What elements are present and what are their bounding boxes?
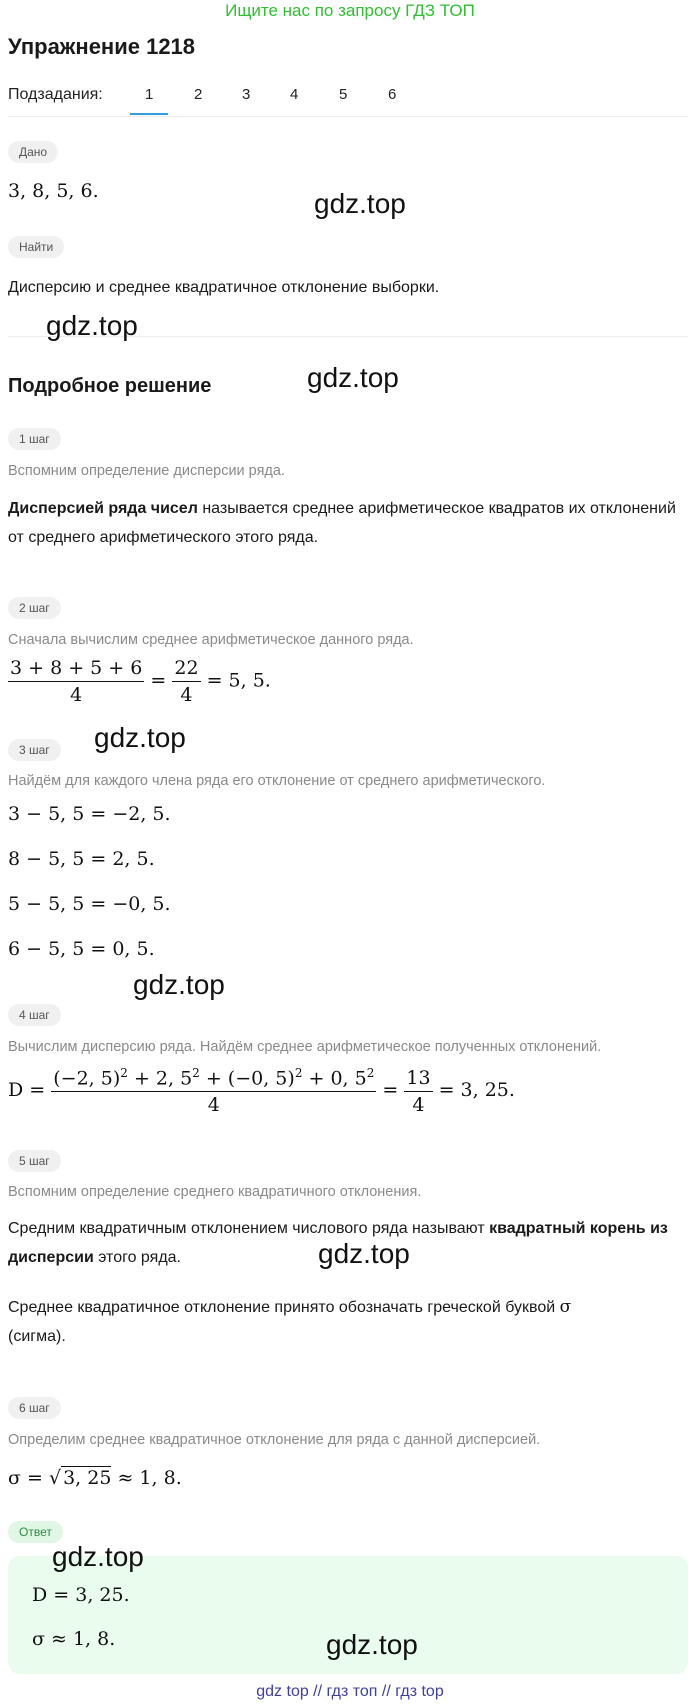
- step4-note: Вычислим дисперсию ряда. Найдём среднее арифметическое полученных отклонений.: [8, 1039, 602, 1055]
- step5-paragraph-2: Среднее квадратичное отклонение принято обозначать греческой буквой σ (сигма).: [8, 1297, 572, 1345]
- step1-note: Вспомним определение дисперсии ряда.: [8, 463, 285, 479]
- step5-paragraph-1: Средним квадратичным отклонением числового ряда называют квадратный корень из дисперсии этого ряда.: [8, 1220, 668, 1266]
- tab-6[interactable]: 6: [388, 86, 397, 103]
- watermark: gdz.top: [326, 1629, 418, 1660]
- answer-pill: Ответ: [8, 1521, 63, 1543]
- step4-fraction-1: $\frac{(-2, 5)^2 + 2, 5^2 + (-0, 5)^2 + 0, 5^2}{4}$: [53, 1066, 375, 1117]
- find-text: Дисперсию и среднее квадратичное отклонение выборки.: [8, 279, 440, 296]
- answer-line-2: σ ≈ 1, 8.: [32, 1628, 116, 1650]
- step1-text: называется среднее арифметическое квадратов их отклонений от среднего арифметического этого ряда.: [8, 500, 676, 546]
- step3-line-1: 3 − 5, 5 = −2, 5.: [8, 803, 171, 825]
- watermark: gdz.top: [94, 722, 186, 753]
- find-pill: Найти: [8, 236, 64, 258]
- tab-5[interactable]: 5: [339, 86, 348, 103]
- step5-pill: 5 шаг: [8, 1150, 61, 1172]
- step3-pill: 3 шаг: [8, 739, 61, 761]
- tab-2[interactable]: 2: [194, 86, 203, 103]
- tab-4[interactable]: 4: [290, 86, 299, 103]
- step4-formula: D = $\frac{(-2, 5)^2 + 2, 5^2 + (-0, 5)^2 + 0, 5^2}{4}$ = $\frac{13}{4}$ = 3, 25.: [8, 1066, 515, 1117]
- subtask-tabs: [8, 80, 688, 117]
- step3-line-3: 5 − 5, 5 = −0, 5.: [8, 893, 171, 915]
- step6-formula: σ = √ 3, 25 ≈ 1, 8.: [8, 1467, 182, 1489]
- watermark: gdz.top: [52, 1541, 144, 1572]
- step4-fraction-2: $\frac{13}{4}$: [406, 1066, 431, 1116]
- answer-line-1: D = 3, 25.: [32, 1584, 130, 1606]
- step2-note: Сначала вычислим среднее арифметическое данного ряда.: [8, 632, 414, 648]
- watermark: gdz.top: [133, 969, 225, 1000]
- solution-title: Подробное решение: [8, 375, 212, 397]
- step3-note: Найдём для каждого члена ряда его отклонение от среднего арифметического.: [8, 773, 546, 789]
- tab-3[interactable]: 3: [242, 86, 251, 103]
- footer-link-gdz-top-ru[interactable]: гдз топ: [326, 1683, 378, 1700]
- step1-definition: [8, 494, 688, 552]
- step2-fraction-1: $\frac{3 + 8 + 5 + 6}{4}$: [10, 657, 143, 706]
- active-tab-indicator: [130, 113, 168, 115]
- step4-pill: 4 шаг: [8, 1004, 61, 1026]
- watermark: gdz.top: [46, 310, 138, 341]
- step6-pill: 6 шаг: [8, 1397, 61, 1419]
- given-values: 3, 8, 5, 6.: [8, 180, 99, 202]
- top-banner: Ищите нас по запросу ГДЗ ТОП: [225, 1, 475, 20]
- step5-note: Вспомним определение среднего квадратичного отклонения.: [8, 1184, 422, 1200]
- footer-link-gdz-top-mixed[interactable]: гдз top: [395, 1683, 444, 1700]
- tab-1[interactable]: 1: [145, 86, 154, 103]
- footer-link-gdz-top[interactable]: gdz top: [256, 1683, 309, 1700]
- page-title: Упражнение 1218: [8, 34, 196, 59]
- subtasks-label: Подзадания:: [8, 86, 103, 103]
- footer-links: gdz top // гдз топ // гдз top: [256, 1683, 444, 1700]
- step2-formula: $\frac{3 + 8 + 5 + 6}{4}$ = $\frac{22}{4}$ = 5, 5.: [10, 657, 271, 706]
- step2-pill: 2 шаг: [8, 597, 61, 619]
- given-pill: Дано: [8, 141, 58, 163]
- watermark: gdz.top: [307, 362, 399, 393]
- step3-line-4: 6 − 5, 5 = 0, 5.: [8, 938, 155, 960]
- step1-pill: 1 шаг: [8, 428, 61, 450]
- step2-fraction-2: $\frac{22}{4}$: [174, 657, 199, 706]
- watermark: gdz.top: [318, 1238, 410, 1269]
- step6-note: Определим среднее квадратичное отклонение для ряда с данной дисперсией.: [8, 1432, 541, 1448]
- step3-line-2: 8 − 5, 5 = 2, 5.: [8, 848, 155, 870]
- step1-bold: Дисперсией ряда чисел: [8, 500, 198, 517]
- watermark: gdz.top: [314, 188, 406, 219]
